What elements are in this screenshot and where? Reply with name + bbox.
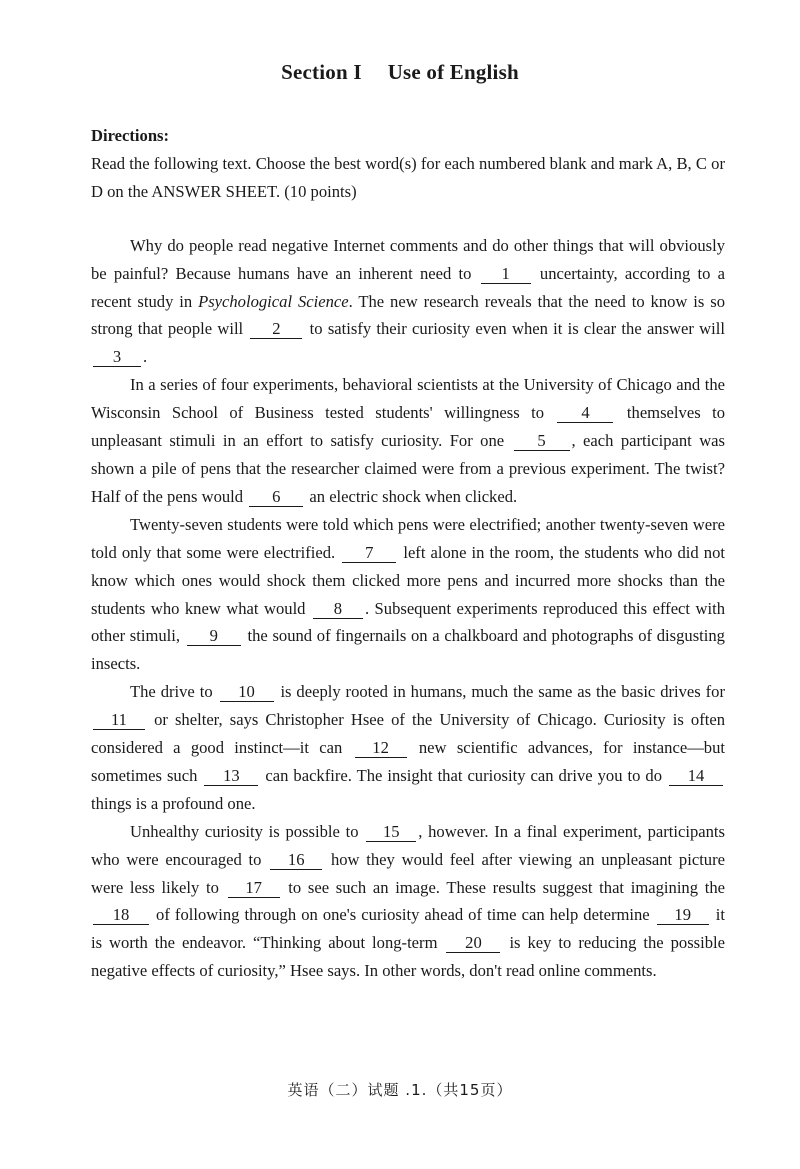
blank-16: 16 bbox=[270, 850, 322, 870]
passage-paragraph-3 bbox=[91, 511, 725, 678]
text-run: can backfire. The insight that curiosity can drive you to do bbox=[260, 765, 667, 785]
page-footer: 英语（二）试题 .1.（共15页） bbox=[287, 1081, 513, 1099]
blank-3: 3 bbox=[93, 347, 141, 367]
text-run: themselves to unpleasant stimuli in an effort to satisfy curiosity. For one bbox=[91, 403, 725, 451]
directions-heading: Directions: bbox=[91, 126, 170, 145]
section-title bbox=[0, 60, 800, 85]
text-run: how they would feel after viewing an unpleasant picture were less likely to bbox=[91, 849, 725, 897]
blank-8: 8 bbox=[313, 599, 363, 619]
text-run: the sound of fingernails on a chalkboard and photographs of disgusting insects. bbox=[91, 626, 725, 674]
blank-2: 2 bbox=[250, 319, 302, 339]
text-run: Why do people read negative Internet comments and do other things that will obviously be painful? Because humans have an inherent need to bbox=[91, 235, 725, 283]
blank-13: 13 bbox=[204, 766, 258, 786]
text-run: Unhealthy curiosity is possible to bbox=[130, 821, 365, 841]
blank-9: 9 bbox=[187, 626, 241, 646]
journal-title: Psychological Science bbox=[198, 291, 349, 311]
section-label: Section bbox=[281, 60, 348, 84]
text-run: Twenty-seven students were told which pens were electrified; another twenty-seven were told only that some were electrified. bbox=[91, 514, 725, 562]
blank-14: 14 bbox=[669, 766, 723, 786]
blank-10: 10 bbox=[220, 682, 274, 702]
blank-4: 4 bbox=[557, 403, 613, 423]
passage-paragraph-1 bbox=[91, 232, 725, 372]
text-run: it is worth the endeavor. “Thinking about long-term bbox=[91, 905, 725, 953]
text-run: . Subsequent experiments reproduced this effect with other stimuli, bbox=[91, 598, 725, 646]
blank-12: 12 bbox=[355, 738, 407, 758]
blank-11: 11 bbox=[93, 710, 145, 730]
text-run: . bbox=[143, 347, 148, 367]
text-run: , each participant was shown a pile of pens that the researcher claimed were from a previous experiment. The twist? Half of the pens would bbox=[91, 431, 725, 506]
text-run: is key to reducing the possible negative effects of curiosity,” Hsee says. In other words, don't read online comments. bbox=[91, 933, 725, 981]
directions-text: Read the following text. Choose the best word(s) for each numbered blank and mark A, B, C or D on the ANSWER SHEET. (10 points) bbox=[91, 153, 725, 201]
passage-paragraph-4 bbox=[91, 678, 725, 818]
passage-paragraph-2 bbox=[91, 371, 725, 511]
blank-18: 18 bbox=[93, 905, 149, 925]
blank-20: 20 bbox=[446, 933, 500, 953]
text-run: In a series of four experiments, behavioral scientists at the University of Chicago and the Wisconsin School of Business tested students' willingness to bbox=[91, 375, 725, 423]
blank-1: 1 bbox=[481, 264, 531, 284]
text-run: uncertainty, according to a recent study in bbox=[91, 263, 726, 311]
text-run: to see such an image. These results suggest that imagining the bbox=[281, 877, 725, 897]
exam-body bbox=[91, 122, 725, 985]
section-numeral: I bbox=[353, 60, 362, 84]
passage-paragraph-5 bbox=[91, 818, 725, 985]
text-run: is deeply rooted in humans, much the same as the basic drives for bbox=[275, 682, 726, 702]
blank-7: 7 bbox=[342, 543, 396, 563]
blank-15: 15 bbox=[366, 822, 416, 842]
text-run: an electric shock when clicked. bbox=[305, 486, 518, 506]
text-run: of following through on one's curiosity ahead of time can help determine bbox=[151, 905, 655, 925]
text-run: . The new research reveals that the need to know is so strong that people will bbox=[91, 291, 725, 339]
blank-19: 19 bbox=[657, 905, 709, 925]
text-run: left alone in the room, the students who did not know which ones would shock them clicked more pens and incurred more shocks than the students who knew what would bbox=[91, 542, 725, 618]
text-run: , however. In a final experiment, participants who were encouraged to bbox=[91, 821, 725, 869]
text-run: or shelter, says Christopher Hsee of the University of Chicago. Curiosity is often considered a good instinct—it can bbox=[91, 710, 725, 758]
text-run: to satisfy their curiosity even when it is clear the answer will bbox=[304, 319, 725, 339]
section-name: Use of English bbox=[387, 60, 519, 84]
text-run: things is a profound one. bbox=[91, 793, 256, 813]
blank-5: 5 bbox=[514, 431, 570, 451]
blank-6: 6 bbox=[249, 487, 303, 507]
blank-17: 17 bbox=[228, 878, 280, 898]
text-run: The drive to bbox=[130, 682, 218, 702]
text-run: new scientific advances, for instance—but sometimes such bbox=[91, 738, 725, 785]
